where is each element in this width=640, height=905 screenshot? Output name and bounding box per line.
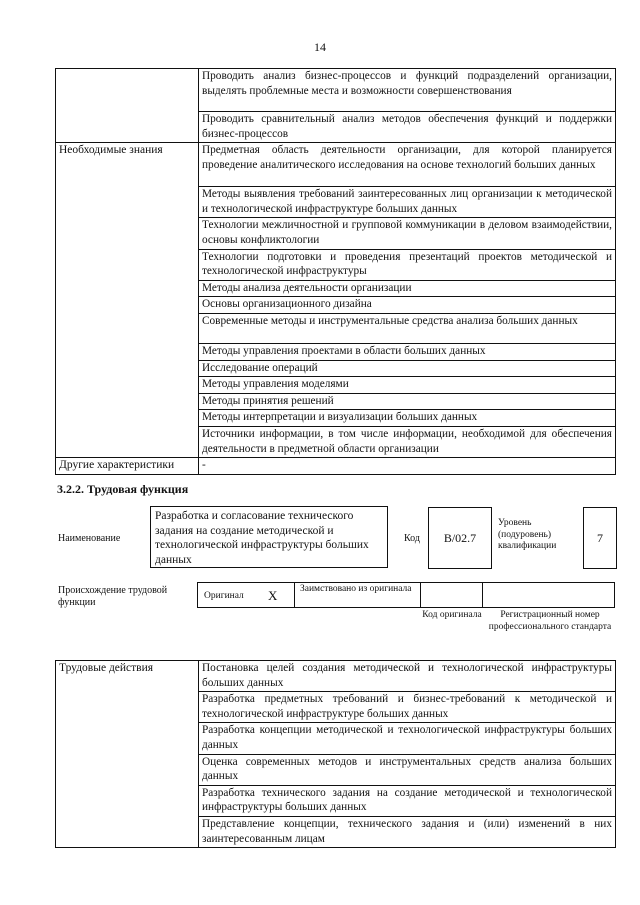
borrowed-label: Заимствовано из оригинала — [300, 584, 412, 594]
function-name-box: Разработка и согласование технического задания на создание методической и технологической инфраструктуры больших данных — [150, 506, 388, 568]
page-number: 14 — [314, 40, 326, 54]
knowledge-row: Современные методы и инструментальные средства анализа больших данных — [199, 313, 616, 343]
origin-label: Происхождение трудовой функции — [58, 585, 168, 608]
labour-actions-label: Трудовые действия — [56, 661, 199, 848]
knowledge-row: Методы интерпретации и визуализации больших данных — [199, 410, 616, 427]
skill-row: Проводить сравнительный анализ методов обеспечения функций и поддержки бизнес-процессов — [199, 112, 616, 143]
other-characteristics-value: - — [199, 458, 616, 475]
knowledge-label: Необходимые знания — [56, 143, 199, 458]
knowledge-row: Предметная область деятельности организации, для которой планируется проведение аналитического исследования на основе технологий больших данных — [199, 143, 616, 187]
original-label: Оригинал — [204, 591, 244, 601]
action-row: Представление концепции, технического задания и (или) изменений в них заинтересованным лицам — [199, 816, 616, 847]
knowledge-row: Методы выявления требований заинтересованных лиц организации к методической и технологической инфраструктуре больших данных — [199, 187, 616, 218]
section-title: 3.2.2. Трудовая функция — [57, 482, 189, 496]
name-label: Наименование — [58, 533, 121, 544]
labour-actions-table — [55, 660, 616, 848]
knowledge-row: Методы анализа деятельности организации — [199, 280, 616, 297]
knowledge-row: Технологии межличностной и групповой коммуникации в деловом взаимодействии, основы конфликтологии — [199, 218, 616, 249]
knowledge-row: Методы принятия решений — [199, 393, 616, 410]
skill-row: Проводить анализ бизнес-процессов и функций подразделений организации, выделять проблемные места и возможности совершенствования — [199, 69, 616, 112]
knowledge-row: Исследование операций — [199, 360, 616, 377]
action-row: Оценка современных методов и инструментальных средств анализа больших данных — [199, 754, 616, 785]
origin-box — [197, 582, 615, 608]
action-row: Постановка целей создания методической и технологической инфраструктуры больших данных — [199, 661, 616, 692]
original-mark: X — [268, 588, 278, 603]
code-label: Код — [404, 533, 420, 544]
origin-divider — [420, 583, 421, 607]
knowledge-row: Методы управления проектами в области больших данных — [199, 343, 616, 360]
knowledge-row: Основы организационного дизайна — [199, 297, 616, 314]
knowledge-row: Методы управления моделями — [199, 377, 616, 394]
action-row: Разработка технического задания на создание методической и технологической инфраструктуры больших данных — [199, 785, 616, 816]
level-label: Уровень (подуровень) квалификации — [498, 518, 557, 551]
code-box: B/02.7 — [428, 507, 492, 569]
reg-number-caption: Регистрационный номер профессионального стандарта — [488, 610, 612, 632]
code-original-caption: Код оригинала — [422, 610, 482, 620]
origin-divider — [482, 583, 483, 607]
skills-knowledge-table — [55, 68, 616, 475]
action-row: Разработка предметных требований и бизнес-требований к методической и технологической инфраструктуре больших данных — [199, 692, 616, 723]
level-box: 7 — [583, 507, 617, 569]
other-characteristics-label: Другие характеристики — [56, 458, 199, 475]
origin-divider — [294, 583, 295, 607]
action-row: Разработка концепции методической и технологической инфраструктуры больших данных — [199, 723, 616, 754]
knowledge-row: Технологии подготовки и проведения презентаций проектов методической и технологической инфраструктуры — [199, 249, 616, 280]
knowledge-row: Источники информации, в том числе информации, необходимой для обеспечения деятельности в предметной области организации — [199, 426, 616, 457]
continued-label-cell — [56, 69, 199, 143]
